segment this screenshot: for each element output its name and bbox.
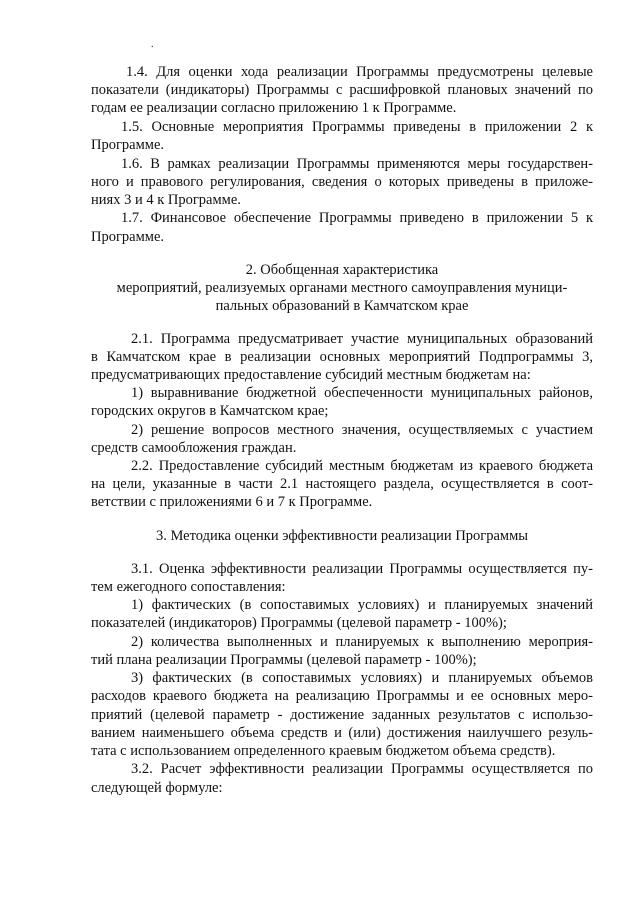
paragraph-line: 3.2. Расчет эффективности реализации Программы осуществляется по [131,761,593,777]
paragraph-line: 2) количества выполненных и планируемых к выполнению мероприя- [131,634,593,650]
paragraph-line: 1) выравнивание бюджетной обеспеченности муниципальных районов, [131,385,593,401]
paragraph-line: ного и правового регулирования, сведения о которых приведены в приложе- [91,174,593,190]
section-heading: 3. Методика оценки эффективности реализации Программы [155,528,529,544]
paragraph-line: 1.7. Финансовое обеспечение Программы приведено в приложении 5 к [121,210,593,226]
paragraph-line: на цели, указанные в части 2.1 настоящего раздела, осуществляется в соот- [91,476,593,492]
paragraph-line: 2) решение вопросов местного значения, осуществляемых с участием [131,422,593,438]
paragraph-line: 1) фактических (в сопоставимых условиях) и планируемых значений [131,597,593,613]
paragraph-line: показателей (индикаторов) Программы (целевой параметр - 100%); [91,615,507,631]
paragraph-line: 3) фактических (в сопоставимых условиях) и планируемых объемов [131,670,593,686]
paragraph-line: в Камчатском крае в реализации основных мероприятий Подпрограммы 3, [91,349,593,365]
paragraph-line: годам ее реализации согласно приложению 1 к Программе. [91,100,457,116]
paragraph-line: ванием наименьшего объема средств и (или) достижения наилучшего резуль- [91,725,593,741]
paragraph-line: предусматривающих предоставление субсидий местным бюджетам на: [91,367,531,383]
paragraph-line: средств самообложения граждан. [91,440,297,456]
paragraph-line: 2.2. Предоставление субсидий местным бюджетам из краевого бюджета [131,458,593,474]
paragraph-line: 1.4. Для оценки хода реализации Программы предусмотрены целевые [126,64,593,80]
paragraph-line: расходов краевого бюджета на реализацию Программы и ее основных меро- [91,688,593,704]
paragraph-line: ниях 3 и 4 к Программе. [91,192,241,208]
paragraph-line: Программе. [91,229,165,245]
page-mark: . [151,39,154,50]
paragraph-line: 1.6. В рамках реализации Программы применяются меры государствен- [121,156,593,172]
paragraph-line: приятий (целевой параметр - достижение заданных результатов с использо- [91,707,593,723]
paragraph-line: Программе. [91,137,165,153]
paragraph-line: тий плана реализации Программы (целевой параметр - 100%); [91,652,477,668]
section-heading: 2. Обобщенная характеристика [245,262,439,278]
section-heading: пальных образований в Камчатском крае [215,298,469,314]
paragraph-line: городских округов в Камчатском крае; [91,403,329,419]
paragraph-line: следующей формуле: [91,780,223,796]
paragraph-line: тата с использованием определенного краевым бюджетом объема средств). [91,743,556,759]
paragraph-line: 2.1. Программа предусматривает участие муниципальных образований [131,331,593,347]
paragraph-line: 1.5. Основные мероприятия Программы приведены в приложении 2 к [121,119,593,135]
paragraph-line: тем ежегодного сопоставления: [91,579,286,595]
paragraph-line: 3.1. Оценка эффективности реализации Программы осуществляется пу- [131,561,593,577]
paragraph-line: ветствии с приложениями 6 и 7 к Программе. [91,494,373,510]
paragraph-line: показатели (индикаторы) Программы с расшифровкой плановых значений по [91,82,593,98]
section-heading: мероприятий, реализуемых органами местного самоуправления муници- [116,280,568,296]
